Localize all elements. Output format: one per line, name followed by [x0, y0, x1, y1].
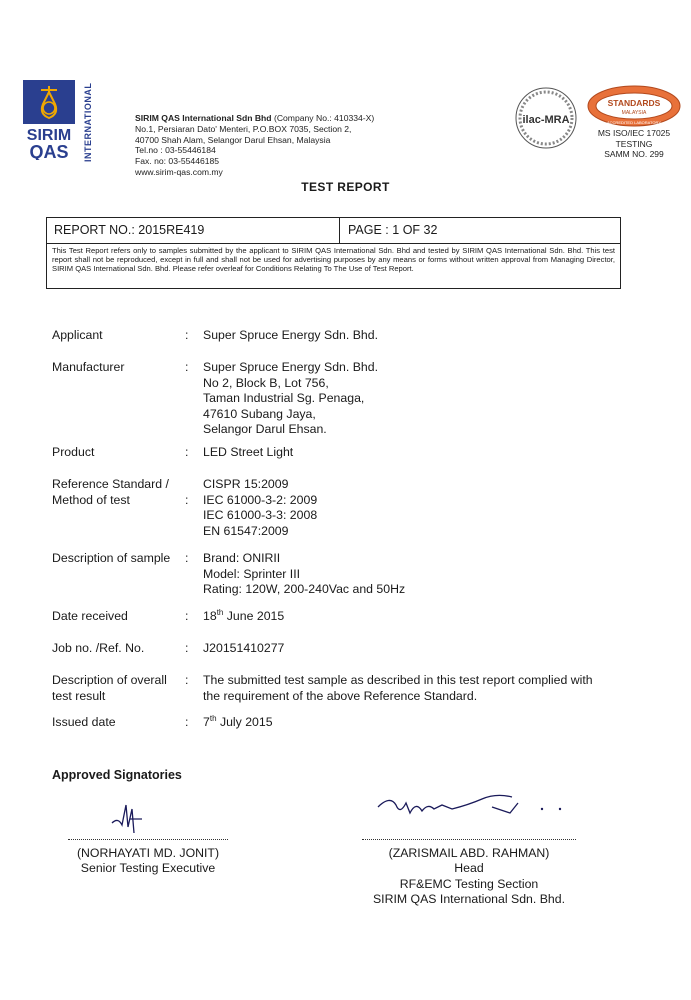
signatory-left-title: Senior Testing Executive [80, 861, 216, 876]
page-number: PAGE : 1 OF 32 [348, 223, 438, 237]
report-fields: Applicant : Super Spruce Energy Sdn. Bhd. Manufacturer : Super Spruce Energy Sdn. Bhd. No 2, Block B, Lot 756, Taman Industrial Sg. Penaga, 47610 Subang Jaya, Selangor Darul Ehsan. Product : LED Street Light Reference Standard / Method of test : CISPR 15:2009 IEC 61000-3-2: 2009 IEC 61000-3-3: 2008 EN 61547:2009 Description of sample : Brand: ONIRII Model: Sprinter III Rating: 120W, 200-240Vac and 50Hz Date received : 18th June 2015 Job no. /Ref. No. : J20151410277 Description of overall test result : The submitted test sample as described in this test report complied with the requirement of the above Reference Standard. Issued date : 7th July 2015 [52, 328, 593, 729]
report-number-value: 2015RE419 [138, 223, 205, 237]
report-number: REPORT NO.: 2015RE419 [47, 218, 340, 243]
signature-line-left [68, 839, 228, 840]
svg-text:MALAYSIA: MALAYSIA [621, 110, 647, 116]
signature-line-right [362, 839, 576, 840]
logo-sirim: SIRIM [26, 127, 72, 144]
company-reg: (Company No.: 410334-X) [273, 113, 375, 123]
svg-text:ACCREDITED LABORATORY: ACCREDITED LABORATORY [606, 120, 662, 125]
company-website: www.sirim-qas.com.my [135, 166, 223, 177]
accreditation-standard: MS ISO/IEC 17025 [597, 128, 671, 138]
document-title: TEST REPORT [301, 180, 390, 194]
logo-qas: QAS [29, 142, 69, 160]
company-tel: Tel.no : 03-55446184 [135, 145, 216, 156]
sirim-qas-logo [19, 78, 79, 160]
report-disclaimer: This Test Report refers only to samples submitted by the applicant to SIRIM QAS International Sdn. Bhd and tested by SIRIM QAS International Sdn. Bhd. This test report shall not be reproduced, except in full and shall not be used for advertising purposes by any means or forms without written approval from Managing Director, SIRIM QAS International Sdn. Bhd. Please refer overleaf for Conditions Relating To The Use of Test Report. [52, 246, 615, 274]
signature-left [108, 795, 148, 842]
signatory-right [344, 846, 594, 907]
signatory-right-title-2: RF&EMC Testing Section [399, 876, 539, 891]
report-box [46, 217, 621, 289]
company-address-1: No.1, Persiaran Dato' Menteri, P.O.BOX 7035, Section 2, [135, 123, 352, 134]
signatory-left [48, 846, 248, 877]
svg-text:ilac-MRA: ilac-MRA [522, 114, 570, 126]
signatory-right-title-3: SIRIM QAS International Sdn. Bhd. [372, 891, 566, 906]
company-info [135, 113, 374, 178]
accreditation-samm: SAMM NO. 299 [604, 149, 664, 159]
ilac-mra-logo [514, 86, 578, 155]
logo-side-text: INTERNATIONAL [83, 82, 93, 162]
signatory-right-title-1: Head [454, 861, 484, 876]
svg-text:STANDARDS: STANDARDS [607, 98, 661, 108]
accreditation-type: TESTING [615, 138, 653, 149]
signatory-left-name: (NORHAYATI MD. JONIT) [76, 846, 220, 860]
company-name: SIRIM QAS International Sdn Bhd [135, 113, 272, 123]
company-address-2: 40700 Shah Alam, Selangor Darul Ehsan, Malaysia [135, 134, 331, 145]
company-fax: Fax. no: 03-55446185 [135, 156, 220, 167]
signatory-right-name: (ZARISMAIL ABD. RAHMAN) [388, 846, 550, 860]
accreditation-text [586, 128, 682, 160]
standards-malaysia-logo [586, 84, 682, 133]
signatories-heading: Approved Signatories [52, 768, 182, 782]
signature-right [372, 785, 572, 830]
